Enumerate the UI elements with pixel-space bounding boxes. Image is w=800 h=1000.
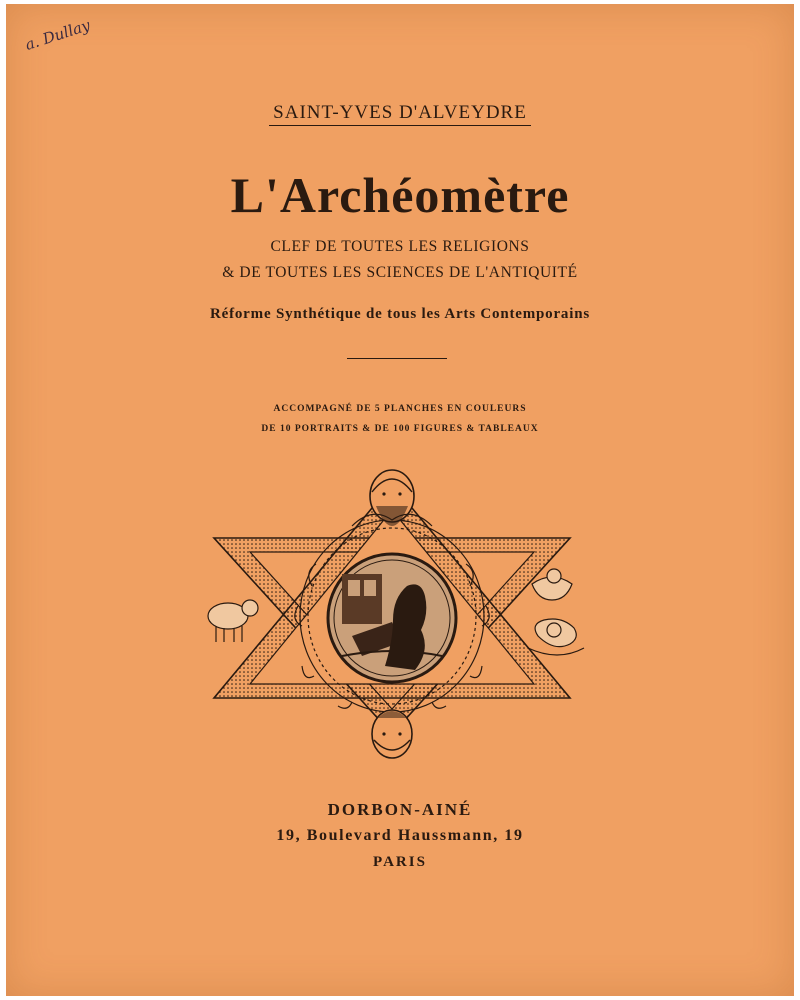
archeometer-emblem-illustration [202,466,592,766]
handwritten-signature: a. Dullay [22,16,93,54]
author-name [6,102,794,124]
top-face-illustration [352,470,432,526]
publisher-address: 19, Boulevard Haussmann, 19 [276,827,524,844]
reform-line: Réforme Synthétique de tous les Arts Contemporains [210,306,590,322]
author-label: SAINT-YVES D'ALVEYDRE [269,102,531,126]
subtitle-line-2: & DE TOUTES LES SCIENCES DE L'ANTIQUITÉ [222,264,578,281]
book-cover [6,4,794,996]
book-title: L'Archéomètre [230,167,570,223]
accompanied-line-1: ACCOMPAGNÉ DE 5 PLANCHES EN COULEURS [273,404,527,414]
publisher-city: PARIS [373,854,427,870]
medallion-scene [328,554,456,682]
subtitle-line-1: CLEF DE TOUTES LES RELIGIONS [270,238,530,255]
divider-rule [347,358,447,359]
accompanied-line-2: DE 10 PORTRAITS & DE 100 FIGURES & TABLEAUX [261,424,539,434]
cherubs-illustration [528,569,584,655]
lamb-illustration [208,600,258,642]
publisher-name: DORBON-AINÉ [327,800,473,819]
bottom-face-illustration [372,710,412,758]
